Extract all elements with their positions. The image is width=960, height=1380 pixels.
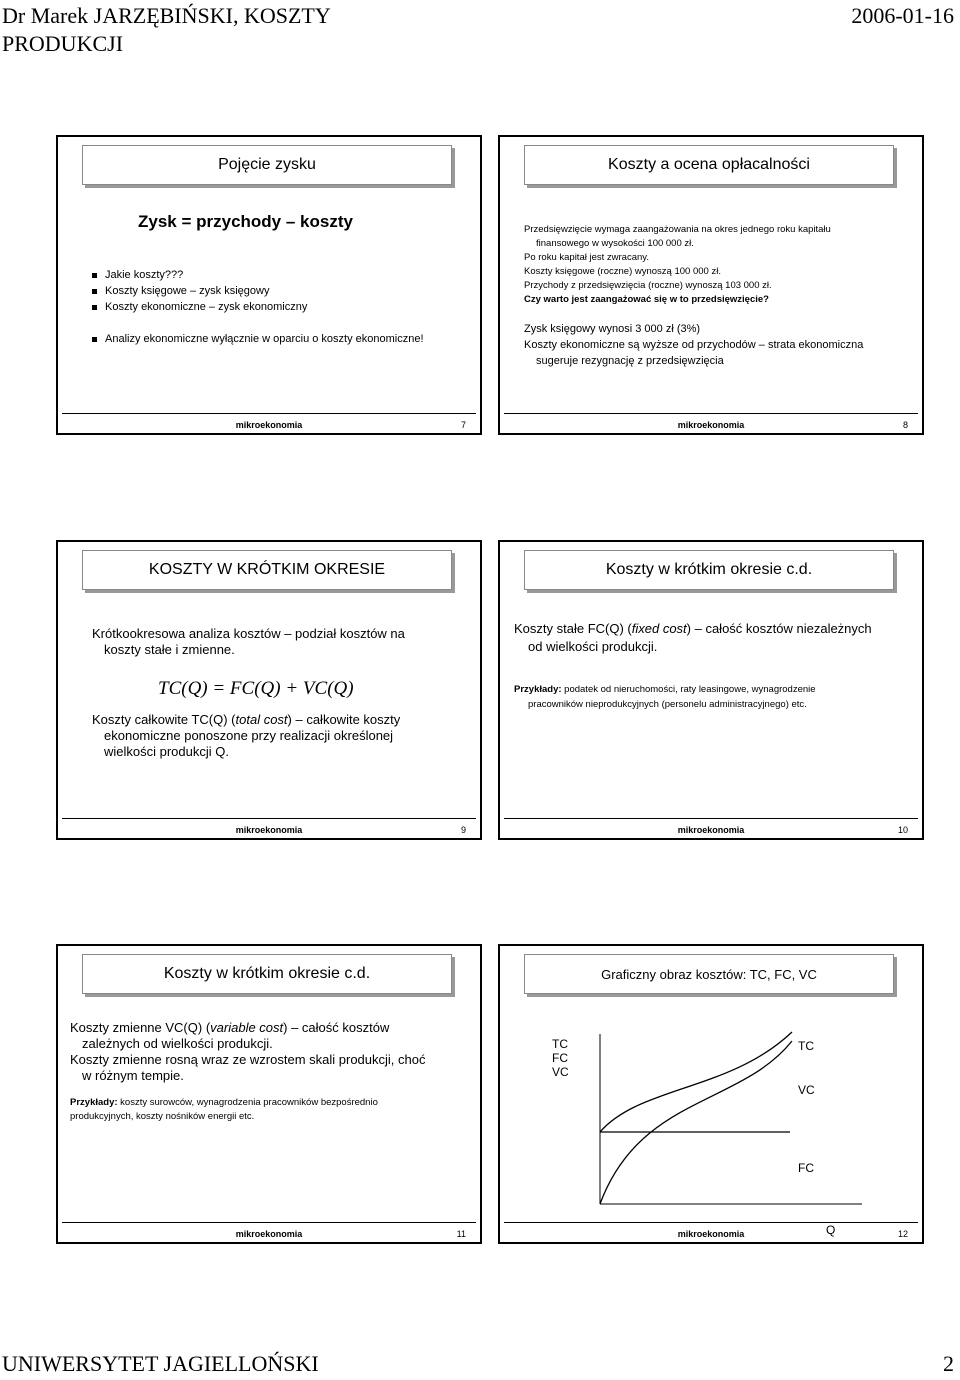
- bullet-square-icon: [92, 289, 97, 294]
- scenario-line: Przychody z przedsięwzięcia (roczne) wynoszą 103 000 zł.: [524, 280, 772, 291]
- slide-footer-divider: [62, 818, 476, 819]
- slide-7-bullet-last: [92, 332, 424, 346]
- vc-curve: [600, 1041, 792, 1204]
- university-name: UNIWERSYTET JAGIELLOŃSKI: [2, 1351, 319, 1376]
- slide-9: [56, 540, 482, 840]
- fc-term: fixed cost: [631, 621, 687, 636]
- document-date: 2006-01-16: [851, 3, 954, 28]
- scenario-line: finansowego w wysokości 100 000 zł.: [536, 238, 694, 249]
- vc-line: [70, 1020, 425, 1036]
- document-title-line1: Dr Marek JARZĘBIŃSKI, KOSZTY: [2, 3, 331, 28]
- slide-8: [498, 135, 924, 435]
- bullet-square-icon: [92, 273, 97, 278]
- y-axis-label-vc: VC: [552, 1065, 569, 1079]
- slide-9-intro: [92, 626, 405, 658]
- answer-line: Koszty ekonomiczne są wyższe od przychodów – strata ekonomiczna: [524, 339, 864, 351]
- slide-footer-divider: [62, 1222, 476, 1223]
- intro-line: Krótkookresowa analiza kosztów – podział kosztów na: [92, 626, 405, 641]
- slide-number: 12: [897, 1229, 908, 1239]
- examples-text: podatek od nieruchomości, raty leasingowe, wynagrodzenie: [561, 684, 816, 695]
- tc-text: ) – całkowite koszty: [287, 712, 401, 727]
- bullet-text: Analizy ekonomiczne wyłącznie w oparciu o koszty ekonomiczne!: [105, 333, 424, 345]
- slide-7-bullet: [92, 299, 307, 315]
- bullet-text: Koszty ekonomiczne – zysk ekonomiczny: [105, 301, 308, 313]
- examples-label: Przykłady:: [70, 1097, 118, 1108]
- tc-curve-label: TC: [798, 1039, 814, 1053]
- slide-number: 10: [897, 825, 908, 835]
- examples-label: Przykłady:: [514, 684, 562, 695]
- slide-number: 8: [902, 420, 908, 430]
- scenario-line: Przedsięwzięcie wymaga zaangażowania na okres jednego roku kapitału: [524, 224, 831, 235]
- slide-12-title: Graficzny obraz kosztów: TC, FC, VC: [524, 954, 894, 994]
- vc-line: w różnym tempie.: [82, 1068, 184, 1083]
- bullet-text: Koszty księgowe – zysk księgowy: [105, 285, 270, 297]
- scenario-line: Po roku kapitał jest zwracany.: [524, 252, 649, 263]
- vc-text: ) – całość kosztów: [283, 1020, 390, 1035]
- fc-line-label: FC: [798, 1161, 814, 1175]
- slide-11-examples: [70, 1096, 378, 1124]
- y-axis-label-fc: FC: [552, 1051, 568, 1065]
- slide-9-title: KOSZTY W KRÓTKIM OKRESIE: [82, 550, 452, 590]
- slide-12: [498, 944, 924, 1244]
- tc-term: total cost: [235, 712, 288, 727]
- x-axis-label-q: Q: [826, 1223, 836, 1237]
- fc-line: [514, 620, 872, 638]
- slide-footer-label: mikroekonomia: [677, 1229, 745, 1239]
- slide-number: 7: [460, 420, 466, 430]
- slide-8-title: Koszty a ocena opłacalności: [524, 145, 894, 185]
- examples-text: koszty surowców, wynagrodzenia pracowników bezpośrednio: [117, 1097, 378, 1108]
- fc-line: od wielkości produkcji.: [528, 639, 658, 654]
- slide-footer-label: mikroekonomia: [235, 420, 303, 430]
- vc-line: zależnych od wielkości produkcji.: [82, 1036, 273, 1051]
- slide-footer-divider: [504, 1222, 918, 1223]
- slide-number: 11: [456, 1229, 466, 1239]
- vc-text: Koszty zmienne VC(Q) (: [70, 1020, 211, 1035]
- answer-line: sugeruje rezygnację z przedsięwzięcia: [536, 355, 724, 367]
- y-axis-label-tc: TC: [552, 1037, 568, 1051]
- cost-formula: TC(Q) = FC(Q) + VC(Q): [158, 678, 354, 699]
- tc-line: wielkości produkcji Q.: [104, 744, 229, 759]
- answer-line: Zysk księgowy wynosi 3 000 zł (3%): [524, 323, 701, 335]
- intro-line: koszty stałe i zmienne.: [104, 642, 235, 657]
- slide-footer-label: mikroekonomia: [677, 420, 745, 430]
- examples-line: [70, 1096, 378, 1110]
- fc-text: ) – całość kosztów niezależnych: [686, 621, 872, 636]
- document-title: [2, 2, 331, 58]
- examples-line: [514, 682, 816, 697]
- tc-text: Koszty całkowite TC(Q) (: [92, 712, 236, 727]
- slide-9-tc-definition: [92, 712, 400, 760]
- tc-line: [92, 712, 400, 728]
- scenario-line: Koszty księgowe (roczne) wynoszą 100 000 zł.: [524, 266, 721, 277]
- slide-10: [498, 540, 924, 840]
- slide-10-examples: [514, 682, 816, 712]
- slide-footer-label: mikroekonomia: [235, 1229, 303, 1239]
- slide-10-title: Koszty w krótkim okresie c.d.: [524, 550, 894, 590]
- bullet-square-icon: [92, 337, 97, 342]
- slide-8-answer: [524, 321, 914, 369]
- page-number: 2: [943, 1351, 954, 1376]
- slide-7-bullet: [92, 283, 307, 299]
- vc-curve-label: VC: [798, 1083, 815, 1097]
- slide-10-fc-definition: [514, 620, 872, 656]
- slide-7-headline: Zysk = przychody – koszty: [138, 212, 353, 231]
- vc-term: variable cost: [210, 1020, 284, 1035]
- slide-8-scenario: [524, 223, 914, 307]
- document-title-line2: PRODUKCJI: [2, 31, 124, 56]
- slide-7: [56, 135, 482, 435]
- tc-curve: [600, 1032, 792, 1132]
- bullet-square-icon: [92, 305, 97, 310]
- examples-line: produkcyjnych, koszty nośników energii etc.: [70, 1111, 255, 1122]
- slide-footer-label: mikroekonomia: [235, 825, 303, 835]
- examples-line: pracowników nieprodukcyjnych (personelu administracyjnego) etc.: [528, 699, 807, 710]
- slide-7-title: Pojęcie zysku: [82, 145, 452, 185]
- tc-line: ekonomiczne ponoszone przy realizacji określonej: [104, 728, 394, 743]
- slide-footer-divider: [504, 818, 918, 819]
- slide-11: [56, 944, 482, 1244]
- vc-line: Koszty zmienne rosną wraz ze wzrostem skali produkcji, choć: [70, 1052, 426, 1067]
- slide-7-bullet: [92, 267, 307, 283]
- fc-text: Koszty stałe FC(Q) (: [514, 621, 632, 636]
- slide-number: 9: [460, 825, 466, 835]
- scenario-question: Czy warto jest zaangażować się w to przedsięwzięcie?: [524, 294, 769, 305]
- slide-7-bullet-list: [92, 267, 307, 315]
- slide-11-title: Koszty w krótkim okresie c.d.: [82, 954, 452, 994]
- slide-footer-divider: [62, 413, 476, 414]
- bullet-text: Jakie koszty???: [105, 269, 184, 281]
- slide-footer-label: mikroekonomia: [677, 825, 745, 835]
- slide-footer-divider: [504, 413, 918, 414]
- slide-11-vc-definition: [70, 1020, 425, 1084]
